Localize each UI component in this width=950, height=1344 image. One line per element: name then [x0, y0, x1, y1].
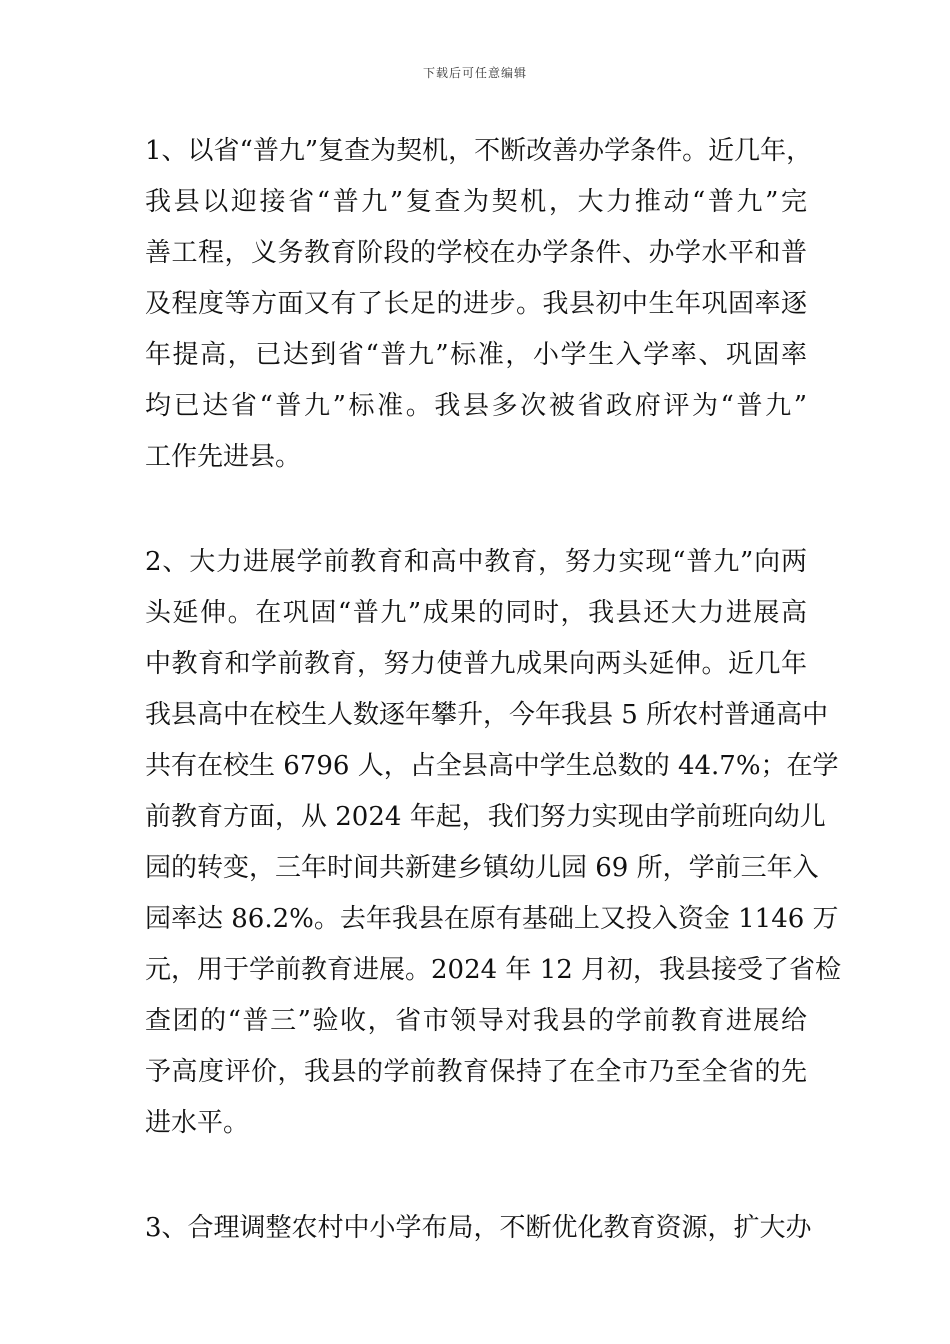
- paragraph-line: 园的转变，三年时间共新建乡镇幼儿园 69 所，学前三年入: [145, 853, 819, 883]
- paragraph-line: 我县以迎接省“普九”复查为契机，大力推动“普九”完: [145, 187, 807, 217]
- paragraph-line: 中教育和学前教育，努力使普九成果向两头延伸。近几年: [145, 649, 807, 679]
- paragraph-line: 头延伸。在巩固“普九”成果的同时，我县还大力进展高: [145, 598, 807, 628]
- paragraph-line: 年提高，已达到省“普九”标准，小学生入学率、巩固率: [145, 340, 807, 370]
- paragraph-line: 前教育方面，从 2024 年起，我们努力实现由学前班向幼儿: [145, 802, 826, 832]
- paragraph-spacer: [145, 1149, 807, 1203]
- paragraph-line: 共有在校生 6796 人，占全县高中学生总数的 44.7%；在学: [145, 751, 839, 781]
- paragraph-line: 予高度评价，我县的学前教育保持了在全市乃至全省的先: [145, 1057, 807, 1087]
- paragraph-line: 园率达 86.2%。去年我县在原有基础上又投入资金 1146 万: [145, 904, 839, 934]
- paragraph-2: [145, 537, 842, 1149]
- paragraph-line: 我县高中在校生人数逐年攀升，今年我县 5 所农村普通高中: [145, 700, 829, 730]
- paragraph-line: 元，用于学前教育进展。2024 年 12 月初，我县接受了省检: [145, 955, 842, 985]
- paragraph-line: 均已达省“普九”标准。我县多次被省政府评为“普九”: [145, 391, 807, 421]
- paragraph-line: 进水平。: [145, 1108, 250, 1138]
- paragraph-line: 善工程，义务教育阶段的学校在办学条件、办学水平和普: [145, 238, 807, 268]
- paragraph-line: 工作先进县。: [145, 442, 302, 472]
- paragraph-1: [145, 126, 813, 483]
- paragraph-line: 查团的“普三”验收，省市领导对我县的学前教育进展给: [145, 1006, 807, 1036]
- paragraph-spacer: [145, 483, 807, 537]
- paragraph-line: 及程度等方面又有了长足的进步。我县初中生年巩固率逐: [145, 289, 807, 319]
- paragraph-line: 2、大力进展学前教育和高中教育，努力实现“普九”向两: [145, 547, 807, 577]
- document-body: [145, 126, 842, 1254]
- paragraph-line: 1、以省“普九”复查为契机，不断改善办学条件。近几年，: [145, 136, 813, 166]
- paragraph-3: [145, 1203, 812, 1254]
- paragraph-line: 3、合理调整农村中小学布局，不断优化教育资源，扩大办: [145, 1213, 812, 1243]
- page-header: 下载后可任意编辑: [422, 66, 527, 80]
